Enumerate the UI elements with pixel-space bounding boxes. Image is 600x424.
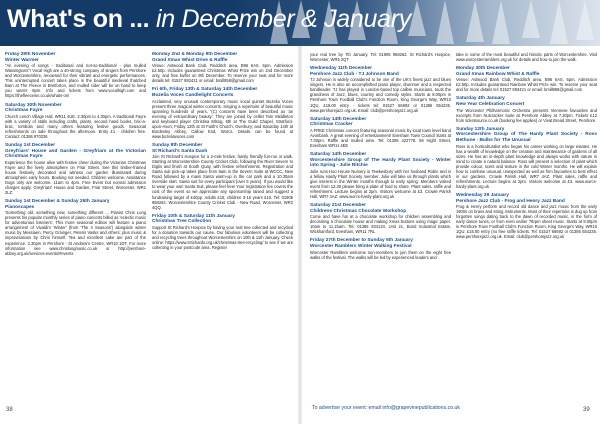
column-4 <box>456 52 597 243</box>
event-title: Saturday 21st December Childrens Christmas Chocolate Workshop <box>310 203 407 214</box>
event-entry <box>456 66 597 92</box>
header-banner <box>0 0 600 46</box>
event-title: Sunday 12th January Worcestershire Group of The Hardy Plant Society - Ross Bethune - Bulbs for The Unusual <box>456 126 597 143</box>
event-body: Experience the house alive with festive cheer during the Victorian Christmas Fayre and the lively atmosphere on Friar Street. See this timber-framed house festively decorated and witness our garden illuminated during atmospheric early hours. Booking not needed. Children welcome. Assistance Dogs only are welcome. 11am to 4pm. Free Event but normal admission charges apply. Greyfriars' House and Garden, Friar Street, Worcester, WR1 2LZ. <box>5 159 146 195</box>
event-entry <box>152 214 293 250</box>
event-title: Sunday 1st December Greyfriars' House and Garden - Greyfriars at the Victorian Christmas Fayre <box>5 142 146 160</box>
event-body: Venue: Astwood Bank Club, Redditch area, B96 6AS. 6pm. Admission £2.50p. Includes guaranteed Rainbow Whist Prize win. To reserve your seat and for more details tel: 01527 893421 or email: bmill858@gmail.com <box>456 77 597 93</box>
event-title: Friday 10th & Saturday 11th January Christmas Tree Collection <box>152 213 235 225</box>
event-body: Frog & Henry perform and record old dance and jazz music from the early 1900s on brass and string instruments. Most of their repertoire is dug up from forgotten songs dating back to the dawn of recorded music, in the form of early dance tunes, or from even earlier 78rpm sheet music. Starts at 8.00pm in Pershore Town Football Club's Function Room, King George's Way, WR10 1QU. £15.00 entry (no free raffle tickets. Tel: 01527 66692 or 01386 554235. www.pershorejazz.org.uk. Email: club@pershorejazz.org.uk <box>456 204 597 240</box>
event-body: Support St Richard's Hospice by having your real tree collected and recycled for a donation towards our cause. Our fabulous volunteers will be collecting and recycling trees throughout Worcestershire on 10th & 11th January. Check online: https://www.strichards.org.uk/christmas-tree-recycling/ to see if we are collecting in your postcode area. Register <box>152 224 293 251</box>
event-entry <box>152 87 293 139</box>
event-body: Church Lench Village Hall, WR11 4UE. 2.30pm to 4.30pm. A traditional Fayre with a variety of stalls including crafts, plants, second hand books, bric-a-brac, tombola and many others featuring festive goods. Seasonal refreshments on sale throughout the afternoon. Entry £1 - children free. Contact: 01386 870236 <box>5 113 146 139</box>
event-entry <box>456 127 597 189</box>
event-entry <box>310 117 451 148</box>
event-entry <box>310 203 451 234</box>
page-number-right: 39 <box>583 407 590 413</box>
page-gutter <box>297 46 303 424</box>
advertise-footer-text: To advertise your event: email info@grapevinepublications.co.uk <box>312 405 461 411</box>
event-entry <box>5 143 146 195</box>
event-body: A FREE Christmas concert featuring seasonal music by local town level band Avonbank. A great evening of entertainment! Evesham Town Council starts at 7.30pm. Raffle and mulled wine. Tel: 01386 422778. 69 Hight Street, Evesham WR11 4EE <box>310 127 451 148</box>
event-body: TJ Johnson is widely considered to be one of the UK's finest jazz and blues singers. He is also an accomplished piano player, drummer and a respected bandleader. TJ has played in London-based top calibre musicians, touts the grandness of Jazz, blues, country and comedy styles. Starts at 8.00pm in Pershore Town Football Club's Function Room, King George's Way, WR10 1QU. £15.00 entry - tickets tel: 01527 66692 or 01386 554235. www.pershorejazz.org.uk. Email: club@pershorejazz.org.uk <box>310 77 451 113</box>
event-title: Saturday 4th January New Year Celebration Concert <box>456 96 525 108</box>
page-number-left: 38 <box>6 407 13 413</box>
event-entry <box>152 52 293 83</box>
event-title: Wednesday 11th December Pershore Jazz Club - TJ Johnson Band <box>310 66 399 77</box>
event-body: Worcester Ramblers welcome non-members to join them on the eight free walks of the festival. The walks will be led by experienced leaders and <box>310 249 451 260</box>
event-body: Venue: Astwood Bank Club, Redditch area, B96 6AS. 6pm. Admission £2.50p. Includes guaranteed Christmas Whist Prize win on 2nd December only, and free buffet on 9th December. To reserve your seat and for more details tel: 01527 893421 or email: bmill858@gmail.com <box>152 63 293 84</box>
event-title: Saturday 30th November Christmas Fayre <box>5 102 62 114</box>
event-body: "An evening of songs - traditional and not-so-traditional - plus mulled Wassingtons"! Vocal High are a 40-strong company of singers from Pershore and Worcestershire, renowned for their vibrant and energetic performances. This uninterrupted concert takes place in the beautiful medieval thatched Barn at The Fleece in Bretforton, and mulled cider will be on hand to keep you warm! 8pm. Info and tickets from www.vocalhigh.com and https://thefleeceinn.co.uk/whats-on/ <box>5 63 146 99</box>
event-body: Ross is a horticulturalist who began his career working on large estates. He has a wealth of knowledge on the creation and maintenance of gardens of all sizes. He has an in-depth plant knowledge and always works with nature in mind to create a natural balance. Ross will present a selection of plant which provide colour, scent and texture in the cold Winter months. He will explain how to combine unusual, unexpected as well as firm favourites to best effect in our gardens. Crowle Parish Hall, WR7 4AZ. Plant sales, raffle and refreshments. Lecture begins at 2pm. Visitors welcome at £3. www.worcs-hardy-plant.org.uk <box>456 143 597 189</box>
event-body: your real tree by 7th January. Tel: 01905 958262. St Richard's Hospice, Worcester, WR5 2QT <box>310 52 451 63</box>
event-entry <box>456 193 597 240</box>
event-entry <box>5 52 146 99</box>
event-body: Come and have fun at a chocolate workshop for children assembling and decorating a chocolate house and making Xmas buttons using magic paper. 10am to 11.15am. Tel: 01386 834134. Unit 21, Bond Industrial Estate, Wickhamford, Evesham, WR11 7RL <box>310 214 451 235</box>
event-title: Saturday 14th December Worcestershire Group of The Hardy Plant Society - Winter into Spring - Julie Ritchie <box>310 151 451 169</box>
event-title: Fri 6th, Friday 13th & Saturday 14th December Bozelia Voces Candlelight Concerts <box>152 87 258 98</box>
event-title: Sunday 1st December & Sunday 26th January Pianoscapes <box>5 199 110 210</box>
event-body: Julie runs Hoo House Nursery in Tewkesbury with her husband Robin and is a fellow Hardy Plant Society member. Julie will take us through plants which give interest in the Winter months through to early spring. Members visited event from 12.30 please bring a plate of food to share. Plant sales, raffle and refreshment. Lecture begins at 2pm. Visitors welcome at £3. Crowle Parish Hall, WR7 4AZ. www.worcs-hardy-plant.org.uk <box>310 168 451 199</box>
page-title: What's on ... in December & January <box>7 5 411 33</box>
event-entry <box>456 96 597 122</box>
event-body: 'Something old, something new, something different ... Pianist Chris Long presents his popular monthly series of piano concerts billed as 'eclectic music for adventurous listeners'. This more seasonal edition will feature a piano arrangement of Vivaldi's 'Winter' (from 'The 4 Seasons') alongside winter music by Messiaen, Percy Grainger, Peteris Vasks and others; plus music & improvisations by Chris himself. Tea and excellent cake are part of the experience. 2.30pm in Pershore - St Andrew's Centre, WR10 1DT. For more information see www.chrislongmusic.co.uk or http://pershore-abbey.org.uk/services-events/#events <box>5 210 146 256</box>
event-body: Join St Richard's Hospice for a 2-mile festive, family friendly fun-run or walk. Starting at Worcestershire County Cricket Club, following the River Severn to Diglis and finish at South Quay, with festive refreshments. Registration and Santa suit pick-up takes place from 9am in the Severn Suite at WCCC, New Road followed by a mass Santa warm-up in the car park and a 10.30am riverside start. Santa suit for every participant (over 5 years). If you would like to wear your own Santa Suit, please feel free! Your registration fee covers the cost of the event so we appreciate any sponsorship raised and suggest a fundraising target of £40pp. Adults £15, children 3-16 years £10. Tel: 01905 958262. Worcestershire County Cricket Club - New Road, Worcester, WR2 4QQ. <box>152 154 293 210</box>
column-1 <box>5 52 146 260</box>
event-entry <box>310 66 451 113</box>
event-entry <box>152 143 293 210</box>
event-entry <box>310 238 451 259</box>
event-entry <box>5 199 146 256</box>
event-body: The Worcester Philharmonic Orchestra presents Viennese favourites and excerpts from Nutcracker Suite at Pershore Abbey at 7.30pm. Tickets £12 from ticketsource.co.uk (booking fee applies) or Vivat Bread Street, Pershore. <box>456 107 597 123</box>
event-title: Monday 2nd & Monday 9th December Grand Xmas Whist Drive & Raffle <box>152 52 238 63</box>
event-body: Acclaimed, very unusual contemporary music vocal quintet Bozelia Voces present three magical winter concerts. Singing a repertoire of beautiful music spanning hundreds of years, '(C) concerts have been described as 'an evening of extraordinary beauty'. They are joined by cellist Tom Middleton and keyboard player Christina Mlsng. 6th at The Guild Chapel, Stratford-upon-Avon; Friday 13th at St Faith's Church, Overbury; and Saturday 14th at Bordesley Abbey, Callow End, Worcs. Details can be found at www.bozeliavoces.com <box>152 98 293 139</box>
column-3 <box>310 52 451 264</box>
event-title: Friday 27th December to Sunday 5th January Worcester Ramblers Winter Walking Festival <box>310 238 413 250</box>
event-title: Wednesday 29 January Pershore Jazz Club - Frog and Henry Jazz Band <box>456 192 565 204</box>
event-entry <box>456 52 597 62</box>
event-entry <box>310 52 451 62</box>
event-entry <box>310 152 451 199</box>
event-title: Saturday 14th December Christmas Cracker <box>310 116 367 128</box>
column-2 <box>152 52 293 254</box>
event-entry <box>5 103 146 139</box>
event-body: take in some of the most beautiful and historic parts of Worcestershire. Visit www.worcesterramblers.org.uk for details and how to join the walk. <box>456 52 597 63</box>
event-title: Sunday 8th December St Richard's Santa Dash <box>152 142 208 154</box>
event-title: Monday 30th December Grand Xmas Rainbow Whist & Raffle <box>456 66 540 77</box>
event-title: Friday 29th November Winter Warmer <box>5 52 56 63</box>
